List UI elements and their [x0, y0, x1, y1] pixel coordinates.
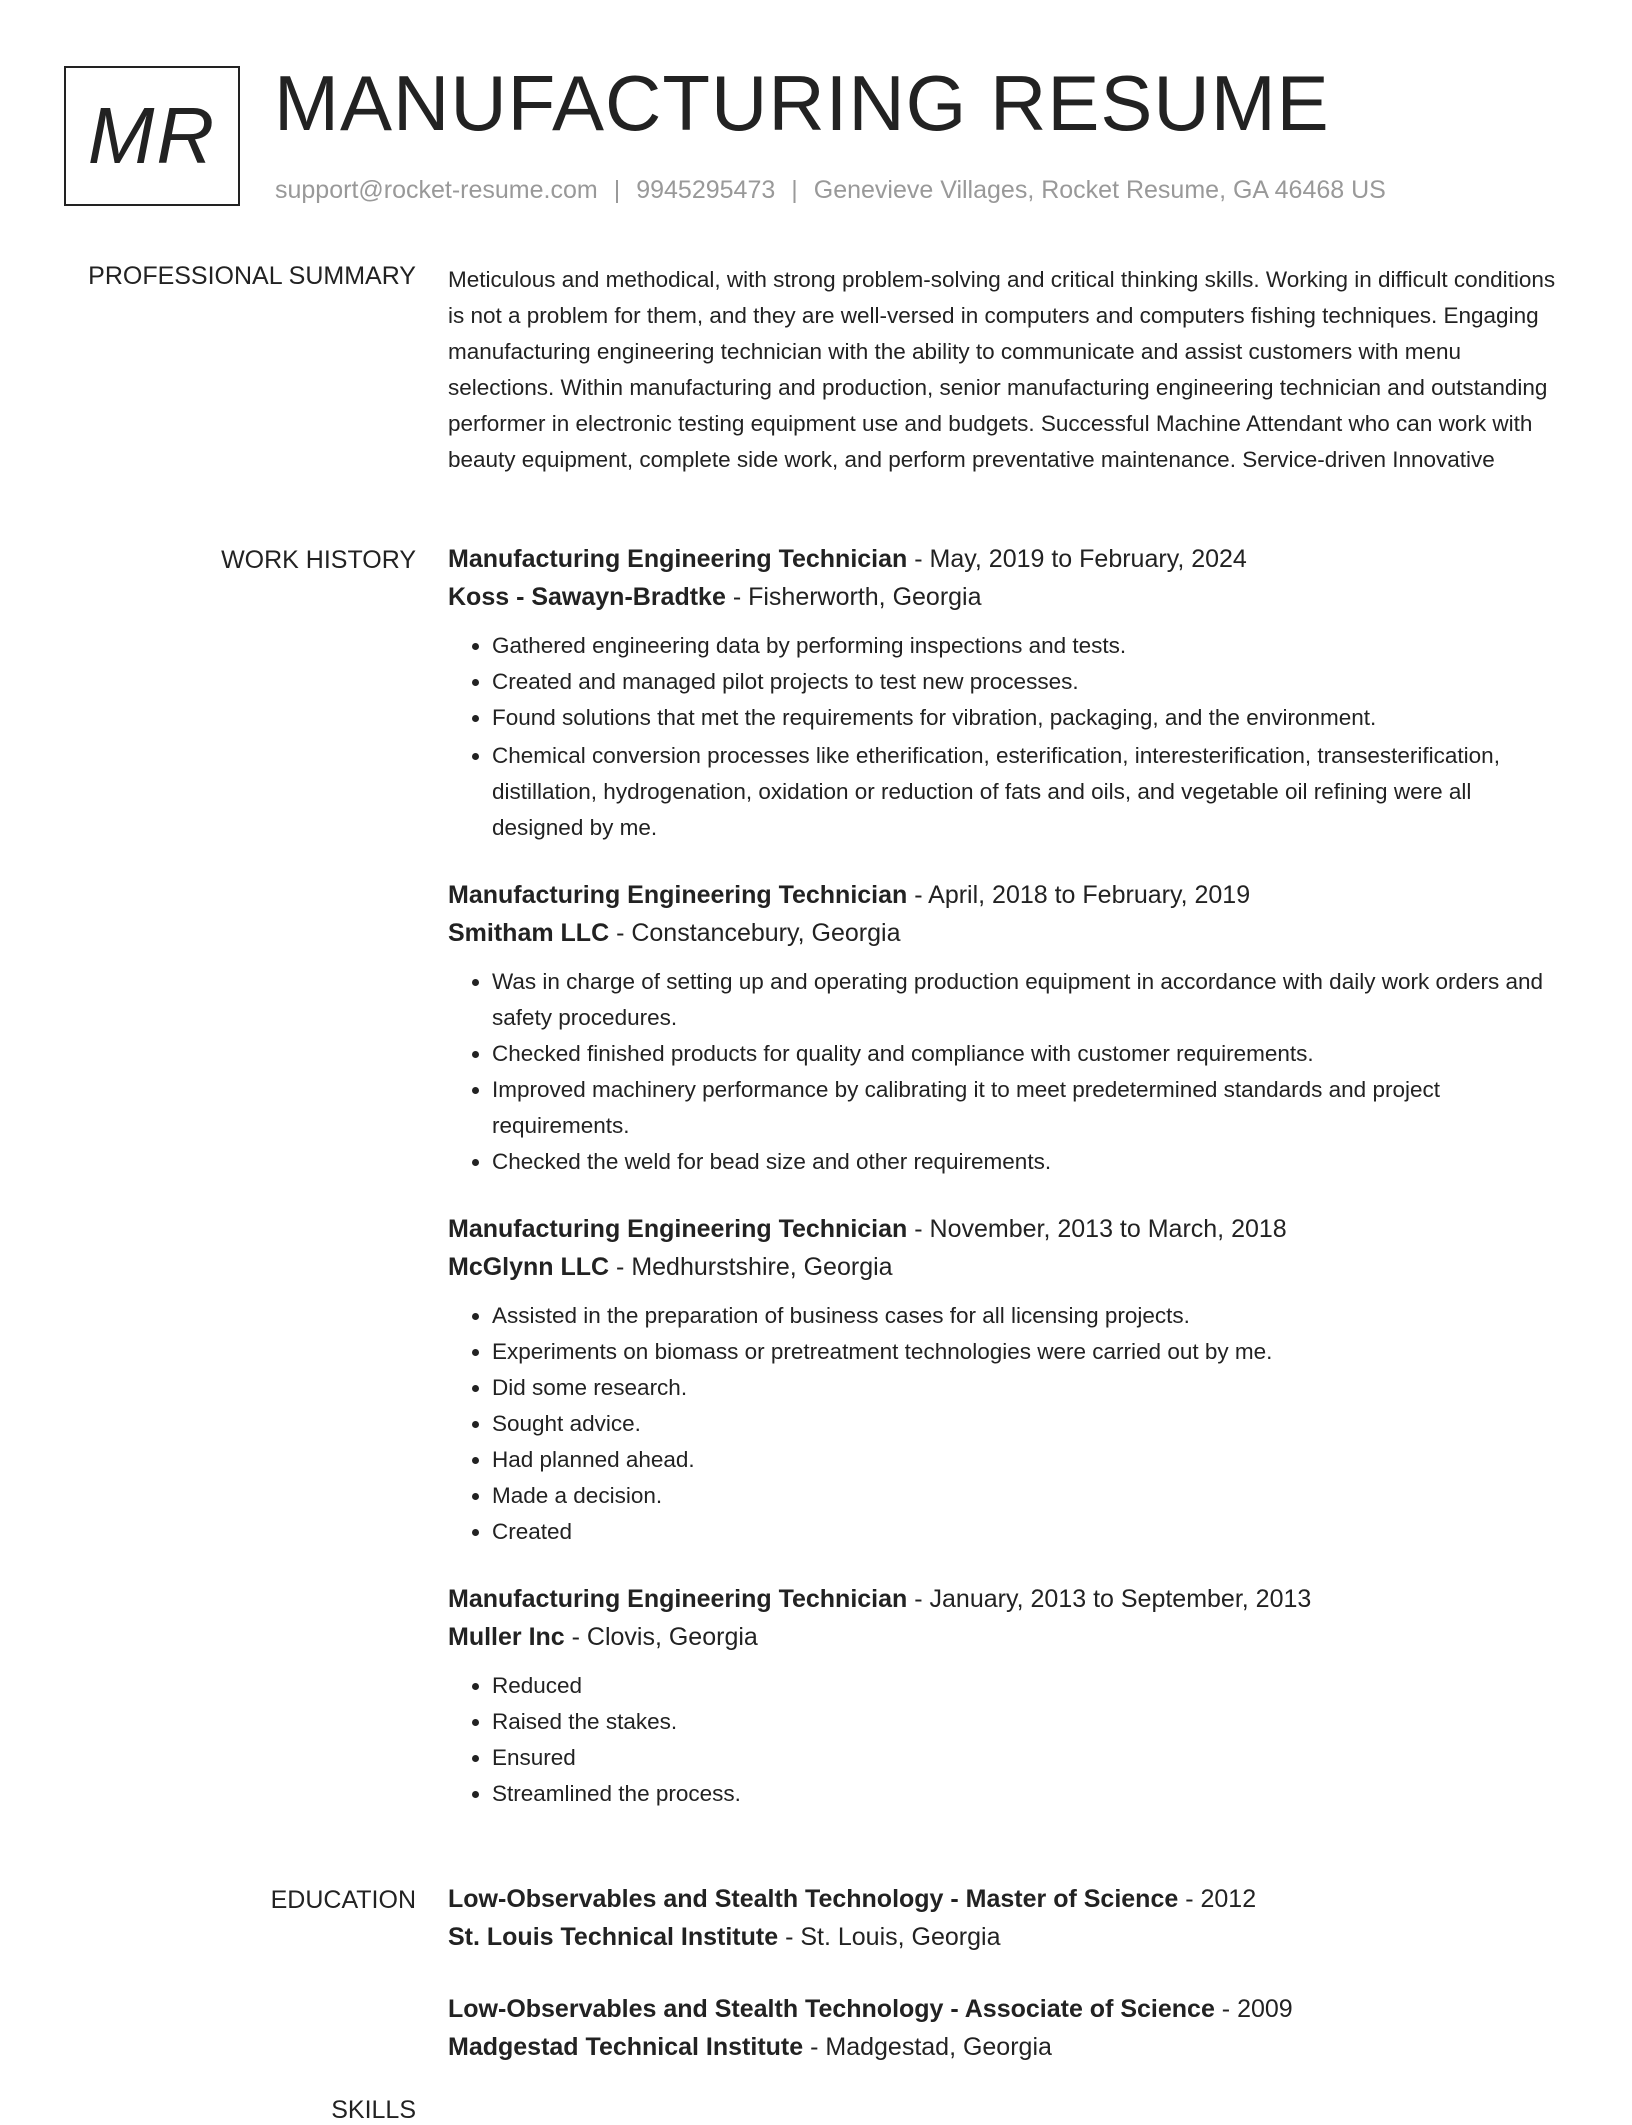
job-title-line [448, 876, 1568, 914]
job-bullet: • Sought advice. [492, 1406, 1568, 1442]
job-title-line [448, 1580, 1568, 1618]
job-bullet: • Ensured [492, 1740, 1568, 1776]
job-dates: - April, 2018 to February, 2019 [907, 881, 1251, 909]
job-bullet: • Did some research. [492, 1370, 1568, 1406]
job-bullet: • Checked finished products for quality and compliance with customer requirements. [492, 1036, 1568, 1072]
job-company: Muller Inc [448, 1623, 565, 1651]
job-title: Manufacturing Engineering Technician [448, 1215, 908, 1243]
job-title-line [448, 1210, 1568, 1248]
job-bullet: • Made a decision. [492, 1478, 1568, 1514]
job-location: - Constancebury, Georgia [609, 919, 901, 947]
job-dates: - May, 2019 to February, 2024 [907, 545, 1247, 573]
resume-title: MANUFACTURING RESUME [274, 59, 1330, 147]
job-bullet: • Had planned ahead. [492, 1442, 1568, 1478]
monogram-box [64, 66, 240, 206]
job-bullets [448, 1298, 1568, 1550]
job-bullet: • Gathered engineering data by performing inspections and tests. [492, 628, 1568, 664]
education-degree: Low-Observables and Stealth Technology - Master of Science [448, 1885, 1179, 1913]
job-title: Manufacturing Engineering Technician [448, 545, 908, 573]
job-location: - Fisherworth, Georgia [725, 583, 982, 611]
job-title: Manufacturing Engineering Technician [448, 881, 908, 909]
contact-line [275, 176, 1386, 205]
job-entry [448, 1210, 1568, 1550]
monogram-initials: MR [87, 91, 217, 180]
job-bullets [448, 964, 1568, 1180]
contact-email: support@rocket-resume.com [275, 176, 598, 204]
education-degree-line [448, 1990, 1568, 2028]
contact-phone: 9945295473 [636, 176, 776, 204]
job-location: - Medhurstshire, Georgia [609, 1253, 893, 1281]
education-entry [448, 1880, 1568, 1956]
job-bullet: • Assisted in the preparation of business cases for all licensing projects. [492, 1298, 1568, 1334]
education-degree-line [448, 1880, 1568, 1918]
job-title-line [448, 540, 1568, 578]
job-bullet: • Improved machinery performance by calibrating it to meet predetermined standards and project requirements. [492, 1072, 1568, 1144]
education-degree: Low-Observables and Stealth Technology - Associate of Science [448, 1995, 1215, 2023]
job-dates: - January, 2013 to September, 2013 [907, 1585, 1312, 1613]
job-company-line [448, 1618, 1568, 1656]
job-company: Koss - Sawayn-Bradtke [448, 583, 726, 611]
job-entry [448, 876, 1568, 1180]
job-location: - Clovis, Georgia [564, 1623, 758, 1651]
job-entry [448, 540, 1568, 846]
education-location: - Madgestad, Georgia [803, 2033, 1052, 2061]
job-bullet: • Streamlined the process. [492, 1776, 1568, 1812]
skills-heading: SKILLS [331, 2096, 416, 2124]
job-bullet: • Chemical conversion processes like etherification, esterification, interesterification, transesterification, distillation, hydrogenation, oxidation or reduction of fats and oils, and vegetable oil refining were all designed by me. [492, 738, 1568, 846]
job-company: McGlynn LLC [448, 1253, 610, 1281]
job-bullet: • Created and managed pilot projects to test new processes. [492, 664, 1568, 700]
education-school: Madgestad Technical Institute [448, 2033, 804, 2061]
job-bullet: • Created [492, 1514, 1568, 1550]
education-school-line [448, 1918, 1568, 1956]
job-bullet: • Experiments on biomass or pretreatment technologies were carried out by me. [492, 1334, 1568, 1370]
job-bullet: • Checked the weld for bead size and other requirements. [492, 1144, 1568, 1180]
education-school-line [448, 2028, 1568, 2066]
education-year: - 2012 [1178, 1885, 1257, 1913]
job-bullet: • Raised the stakes. [492, 1704, 1568, 1740]
education-entry [448, 1990, 1568, 2066]
job-company: Smitham LLC [448, 919, 610, 947]
contact-separator: | [613, 176, 621, 204]
education-heading: EDUCATION [270, 1886, 416, 1914]
job-bullet: • Reduced [492, 1668, 1568, 1704]
contact-separator: | [791, 176, 798, 204]
education-school: St. Louis Technical Institute [448, 1923, 779, 1951]
job-entry [448, 1580, 1568, 1812]
job-company-line [448, 578, 1568, 616]
job-bullet: • Found solutions that met the requirements for vibration, packaging, and the environment. [492, 700, 1568, 736]
education-location: - St. Louis, Georgia [778, 1923, 1001, 1951]
job-bullets [448, 628, 1568, 846]
summary-text: Meticulous and methodical, with strong problem-solving and critical thinking skills. Working in difficult conditions is not a problem for them, and they are well-versed in computers and computers fishing techniques. Engaging manufacturing engineering technician with the ability to communicate and assist customers with menu selections. Within manufacturing and production, senior manufacturing engineering technician and outstanding performer in electronic testing equipment use and budgets. Successful Machine Attendant who can work with beauty equipment, complete side work, and perform preventative maintenance. Service-driven Innovative [448, 267, 1556, 472]
job-bullets [448, 1668, 1568, 1812]
job-company-line [448, 1248, 1568, 1286]
job-title: Manufacturing Engineering Technician [448, 1585, 908, 1613]
work-history-heading: WORK HISTORY [221, 546, 416, 574]
contact-address: Genevieve Villages, Rocket Resume, GA 46468 US [813, 176, 1386, 204]
job-bullet: • Was in charge of setting up and operating production equipment in accordance with daily work orders and safety procedures. [492, 964, 1568, 1036]
job-dates: - November, 2013 to March, 2018 [907, 1215, 1287, 1243]
education-year: - 2009 [1214, 1995, 1293, 2023]
summary-heading: PROFESSIONAL SUMMARY [88, 262, 416, 290]
job-company-line [448, 914, 1568, 952]
